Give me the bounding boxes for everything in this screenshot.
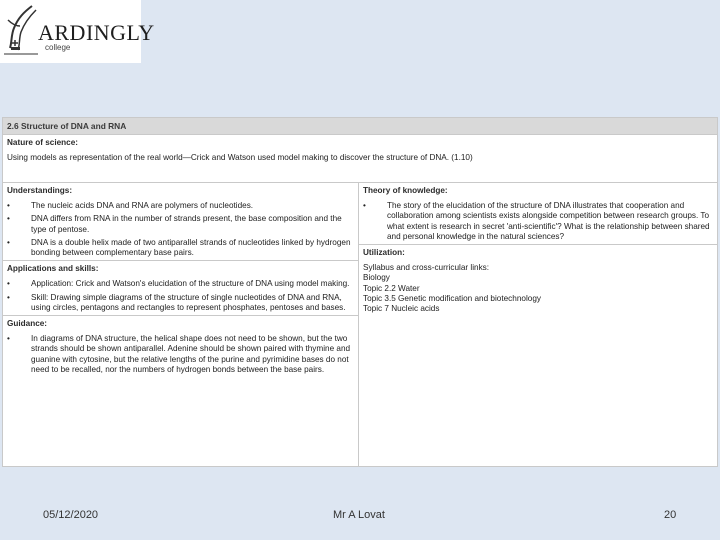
- bullet-icon: •: [7, 292, 10, 302]
- applications-heading: Applications and skills:: [7, 264, 99, 274]
- logo-sub: college: [45, 43, 71, 52]
- nature-heading: Nature of science:: [7, 138, 78, 147]
- nature-of-science-section: [3, 135, 717, 183]
- utilization-line: Topic 7 Nucleic acids: [363, 304, 440, 314]
- guidance-section: [3, 315, 358, 375]
- list-item: • The story of the elucidation of the structure of DNA illustrates that cooperation and collaboration among scientists exists alongside competition between research groups. To what extent is research in secret 'anti-scientific'? What is the relationship between shared and personal knowledge in the natural sciences?: [363, 201, 710, 241]
- understandings-heading: Understandings:: [7, 186, 73, 195]
- bullet-icon: •: [7, 279, 10, 289]
- guidance-heading: Guidance:: [7, 319, 48, 329]
- document-title: 2.6 Structure of DNA and RNA: [3, 118, 717, 135]
- applications-section: [3, 260, 358, 313]
- footer-author: Mr A Lovat: [333, 509, 385, 521]
- right-column: [359, 183, 717, 467]
- bullet-icon: •: [7, 201, 10, 211]
- utilization-line: Syllabus and cross-curricular links:: [363, 263, 490, 273]
- bullet-icon: •: [363, 201, 366, 211]
- logo-name: ARDINGLY: [38, 20, 155, 45]
- utilization-line: Biology: [363, 273, 390, 283]
- list-item: • Skill: Drawing simple diagrams of the structure of single nucleotides of DNA and RNA, using circles, pentagons and rectangles to represent phosphates, pentoses and bases.: [7, 292, 346, 312]
- bullet-icon: •: [7, 214, 10, 224]
- syllabus-document: [2, 117, 718, 467]
- utilization-line: Topic 3.5 Genetic modification and biotechnology: [363, 293, 541, 303]
- footer-date: 05/12/2020: [43, 509, 99, 521]
- list-item: • DNA is a double helix made of two antiparallel strands of nucleotides linked by hydrogen bonding between complementary base pairs.: [7, 237, 351, 258]
- list-item: • The nucleic acids DNA and RNA are polymers of nucleotides.: [7, 201, 254, 211]
- college-logo: [0, 0, 155, 63]
- bullet-icon: •: [7, 237, 10, 247]
- tok-heading: Theory of knowledge:: [363, 186, 448, 195]
- bullet-icon: •: [7, 334, 10, 344]
- list-item: • DNA differs from RNA in the number of strands present, the base composition and the type of pentose.: [7, 214, 342, 234]
- crest-icon: [2, 2, 40, 60]
- list-item: • In diagrams of DNA structure, the helical shape does not need to be shown, but the two strands should be shown antiparallel. Adenine should be shown paired with thymine and guanine with cytosine, but the relative lengths of the purine and pyrimidine bases do not need to be recalled, nor the numbers of hydrogen bonds between the base pairs.: [7, 334, 351, 374]
- utilization-section: [359, 244, 717, 314]
- utilization-heading: Utilization:: [363, 248, 405, 258]
- nature-text: Using models as representation of the real world—Crick and Watson used model making to discover the structure of DNA. (1.10): [7, 153, 473, 163]
- utilization-line: Topic 2.2 Water: [363, 283, 420, 293]
- list-item: • Application: Crick and Watson's elucidation of the structure of DNA using model making.: [7, 279, 350, 289]
- left-column: [3, 183, 359, 467]
- footer-page-number: 20: [664, 509, 677, 521]
